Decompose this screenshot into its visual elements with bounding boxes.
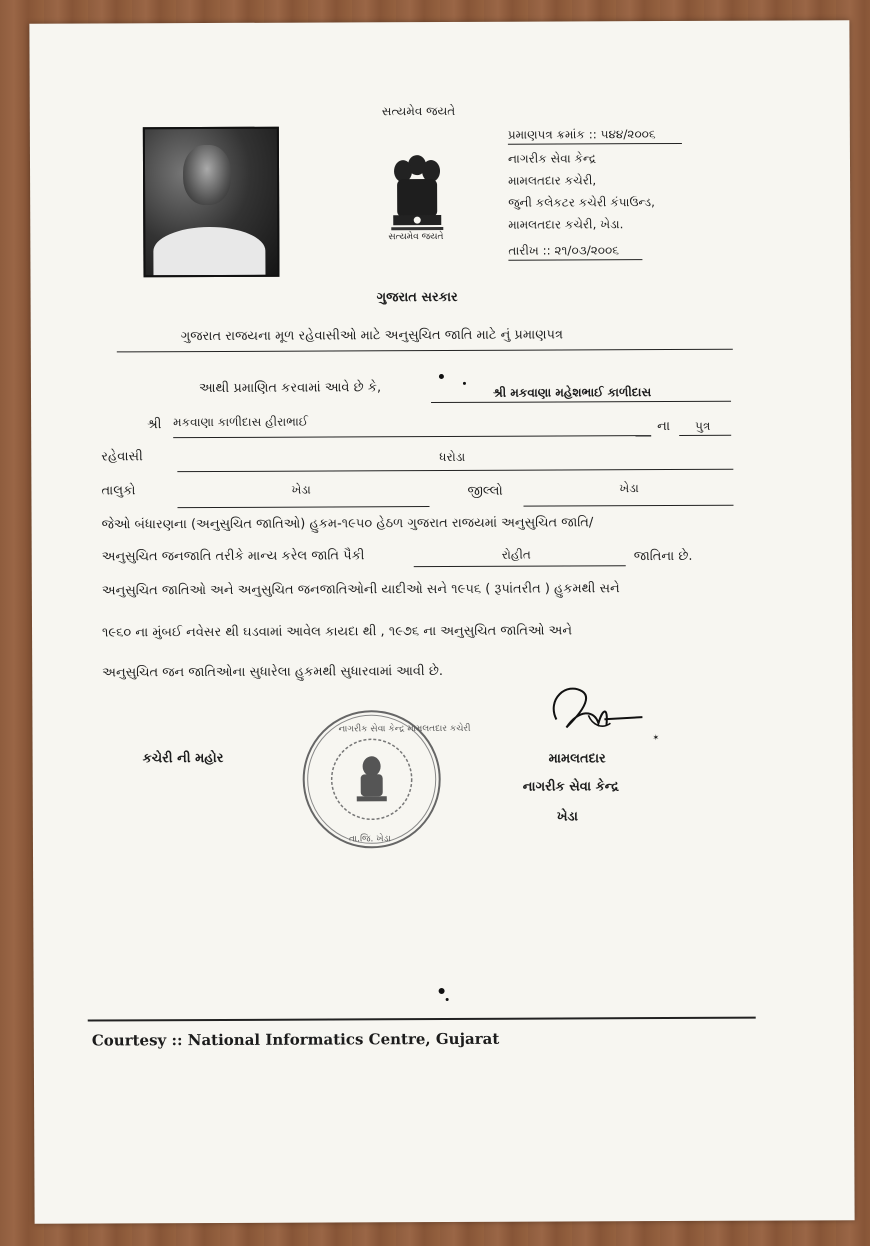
office-line-4: મામલતદાર કચેરી, ખેડા. [508,217,624,232]
office-line-1: નાગરીક સેવા કેન્દ્ર [507,151,597,166]
resident-label: રહેવાસી [101,449,143,465]
village: ધરોડા [439,449,466,465]
office-line-2: મામલતદાર કચેરી, [508,173,597,188]
bottom-rule [88,1017,756,1022]
father-name-line [173,435,651,438]
body-line-3: અનુસુચિત જાતિઓ અને અનુસુચિત જનજાતિઓની યાદીઓ સને ૧૯૫૬ ( રૂપાંતરીત ) હુકમથી સને [101,581,620,599]
holder-photo [143,127,280,278]
officer-title: મામલતદાર [548,751,606,767]
ink-speck [439,374,444,379]
holder-name: શ્રી મકવાણા મહેશભાઈ કાળીદાસ [492,385,652,400]
ink-speck [446,998,449,1001]
district: ખેડા [619,481,639,496]
relation-line [679,435,731,436]
taluka-label: તાલુકો [101,483,136,499]
certificate-paper [29,20,854,1224]
motto-top: સત્યમેવ જયતે [381,103,456,119]
relation: પુત્ર [695,418,711,433]
father-name: મકવાણા કાળીદાસ હીરાભાઈ [173,414,309,430]
taluka: ખેડા [291,482,311,497]
body-line-2-pre: અનુસુચિત જનજાતિ તરીકે માન્ય કરેલ જાતિ પૈકી [101,548,365,565]
na-label: ના [657,419,671,435]
holder-name-line [431,401,731,403]
office-seal-label: કચેરી ની મહોર [142,750,224,767]
body-line-2-post: જાતિના છે. [633,548,693,565]
certify-text: આથી પ્રમાણિત કરવામાં આવે છે કે, [198,380,382,397]
officer-signature [544,679,654,745]
certificate-title: ગુજરાત રાજયના મૂળ રહેવાસીઓ માટે અનુસુચિત જાતિ માટે નું પ્રમાણપત્ર [180,327,563,345]
government-title: ગુજરાત સરકાર [376,289,458,306]
caste-line [414,565,626,567]
signature-mark: ✶ [652,733,660,743]
office-line-3: જુની કલેકટર કચેરી કંપાઉન્ડ, [508,195,655,210]
body-line-1: જેઓ બંધારણના (અનુસુચિત જાતિઓ) હુકમ-૧૯૫૦ હેઠળ ગુજરાત રાજયમાં અનુસુચિત જાતિ/ [101,515,594,533]
officer-office: નાગરીક સેવા કેન્દ્ર [522,779,619,795]
certificate-number: પ્રમાણપત્ર ક્રમાંક :: ૫૪૪/૨૦૦૬ [507,127,656,142]
shri-label: શ્રી [147,417,162,433]
district-line [523,505,733,507]
ink-speck [463,382,466,385]
courtesy-text: Courtesy :: National Informatics Centre, Gujarat [91,1029,500,1050]
district-label: જીલ્લો [467,483,503,499]
certificate-date: તારીખ :: ૨૧/૦૩/૨૦૦૬ [508,243,619,258]
date-underline [508,259,642,261]
certificate-number-underline [508,143,682,145]
title-rule [117,349,733,353]
officer-place: ખેડા [556,809,578,825]
village-line [177,469,733,472]
emblem-motto: સત્યમેવ જયતે [388,231,444,243]
caste: રોહીત [501,547,531,562]
ink-speck [439,988,445,994]
body-line-4: ૧૯૬૦ ના મુંબઈ નવેસર થી ઘડવામાં આવેલ કાયદા થી , ૧૯૭૬ ના અનુસુચિત જાતિઓ અને [102,623,573,641]
seal-bottom-text: તા.જિ. ખેડા [348,834,391,845]
taluka-line [177,506,429,508]
seal-text: નાગરીક સેવા કેન્દ્ર મામલતદાર કચેરી [338,723,471,735]
body-line-5: અનુસુચિત જન જાતિઓના સુધારેલા હુકમથી સુધારવામાં આવી છે. [102,663,444,681]
